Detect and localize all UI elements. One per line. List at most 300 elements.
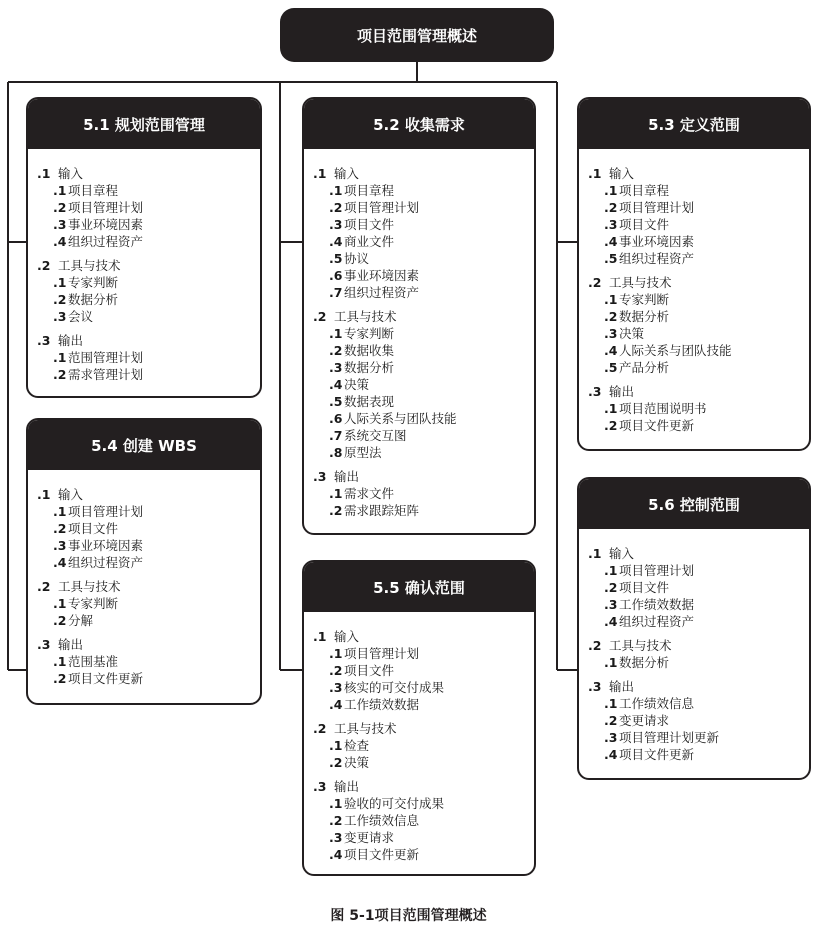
- list-item: [588, 746, 809, 763]
- section-number: .1: [588, 166, 602, 181]
- section-heading: [37, 636, 260, 653]
- item-label: 工作绩效数据: [619, 597, 695, 612]
- item-number: .3: [53, 538, 67, 553]
- item-label: 工作绩效信息: [619, 696, 695, 711]
- item-label: 组织过程资产: [619, 614, 695, 629]
- item-list: [313, 795, 534, 863]
- item-label: 事业环境因素: [619, 234, 695, 249]
- item-label: 工作绩效信息: [344, 813, 420, 828]
- list-item: [313, 342, 534, 359]
- list-item: [313, 376, 534, 393]
- section-heading: [37, 578, 260, 595]
- item-list: [313, 325, 534, 461]
- card-title: 5.5 确认范围: [304, 562, 534, 612]
- section-heading: [588, 678, 809, 695]
- item-number: .2: [604, 200, 618, 215]
- list-item: [313, 199, 534, 216]
- list-item: [588, 400, 809, 417]
- list-item: [588, 233, 809, 250]
- list-item: [313, 829, 534, 846]
- section-outputs: [313, 468, 534, 519]
- list-item: [588, 613, 809, 630]
- process-card-5-6: [577, 477, 811, 780]
- item-number: .1: [329, 326, 343, 341]
- item-number: .3: [604, 217, 618, 232]
- list-item: [313, 795, 534, 812]
- section-label: 输入: [334, 166, 360, 181]
- card-title: 5.2 收集需求: [304, 99, 534, 149]
- list-item: [37, 670, 260, 687]
- item-label: 数据表现: [344, 394, 395, 409]
- list-item: [588, 325, 809, 342]
- section-label: 工具与技术: [609, 638, 672, 653]
- section-label: 输入: [609, 546, 635, 561]
- section-heading: [313, 468, 534, 485]
- item-number: .2: [329, 663, 343, 678]
- list-item: [37, 291, 260, 308]
- item-number: .3: [329, 680, 343, 695]
- list-item: [37, 595, 260, 612]
- item-label: 商业文件: [344, 234, 395, 249]
- item-label: 项目管理计划: [68, 504, 144, 519]
- item-label: 数据分析: [68, 292, 119, 307]
- item-number: .1: [329, 183, 343, 198]
- list-item: [588, 291, 809, 308]
- item-number: .1: [53, 596, 67, 611]
- list-item: [37, 349, 260, 366]
- section-heading: [588, 383, 809, 400]
- item-label: 项目管理计划: [619, 563, 695, 578]
- list-item: [37, 554, 260, 571]
- section-tools-techniques: [37, 257, 260, 325]
- item-number: .3: [604, 730, 618, 745]
- item-number: .1: [604, 696, 618, 711]
- item-label: 项目文件更新: [619, 747, 695, 762]
- section-number: .3: [588, 679, 602, 694]
- section-label: 输入: [609, 166, 635, 181]
- item-label: 事业环境因素: [68, 538, 144, 553]
- item-number: .3: [53, 217, 67, 232]
- item-number: .4: [604, 747, 618, 762]
- item-label: 产品分析: [619, 360, 670, 375]
- item-list: [313, 182, 534, 301]
- item-label: 范围基准: [68, 654, 119, 669]
- item-list: [588, 654, 809, 671]
- item-label: 工作绩效数据: [344, 697, 420, 712]
- list-item: [37, 520, 260, 537]
- section-outputs: [313, 778, 534, 863]
- item-label: 项目管理计划: [344, 646, 420, 661]
- section-number: .1: [313, 166, 327, 181]
- section-inputs: [313, 165, 534, 301]
- list-item: [588, 342, 809, 359]
- section-outputs: [37, 636, 260, 687]
- section-tools-techniques: [37, 578, 260, 629]
- section-number: .3: [313, 779, 327, 794]
- card-title: 5.3 定义范围: [579, 99, 809, 149]
- item-number: .4: [329, 697, 343, 712]
- list-item: [313, 502, 534, 519]
- list-item: [588, 308, 809, 325]
- item-number: .2: [604, 713, 618, 728]
- item-number: .1: [329, 796, 343, 811]
- list-item: [313, 679, 534, 696]
- list-item: [313, 737, 534, 754]
- item-number: .1: [604, 563, 618, 578]
- list-item: [588, 182, 809, 199]
- item-label: 系统交互图: [344, 428, 407, 443]
- section-heading: [588, 545, 809, 562]
- item-label: 变更请求: [344, 830, 395, 845]
- list-item: [37, 199, 260, 216]
- item-number: .1: [604, 183, 618, 198]
- item-number: .4: [53, 234, 67, 249]
- card-body: [28, 470, 260, 687]
- item-label: 项目管理计划: [619, 200, 695, 215]
- section-tools-techniques: [313, 308, 534, 461]
- process-card-5-5: [302, 560, 536, 876]
- item-number: .2: [329, 755, 343, 770]
- item-label: 组织过程资产: [619, 251, 695, 266]
- list-item: [313, 812, 534, 829]
- list-item: [313, 267, 534, 284]
- list-item: [313, 233, 534, 250]
- list-item: [313, 754, 534, 771]
- item-number: .1: [604, 292, 618, 307]
- item-label: 项目管理计划更新: [619, 730, 720, 745]
- list-item: [37, 216, 260, 233]
- section-label: 输出: [334, 779, 360, 794]
- item-number: .5: [329, 251, 343, 266]
- section-number: .2: [37, 579, 51, 594]
- list-item: [313, 485, 534, 502]
- item-label: 需求跟踪矩阵: [344, 503, 420, 518]
- item-label: 项目文件: [344, 663, 395, 678]
- section-tools-techniques: [313, 720, 534, 771]
- item-label: 项目文件更新: [619, 418, 695, 433]
- item-label: 项目范围说明书: [619, 401, 707, 416]
- process-card-5-1: [26, 97, 262, 398]
- section-number: .3: [588, 384, 602, 399]
- section-tools-techniques: [588, 637, 809, 671]
- section-label: 输出: [609, 679, 635, 694]
- item-label: 项目章程: [68, 183, 119, 198]
- section-number: .1: [313, 629, 327, 644]
- section-inputs: [37, 486, 260, 571]
- item-number: .1: [604, 401, 618, 416]
- item-label: 决策: [344, 755, 370, 770]
- section-heading: [37, 332, 260, 349]
- process-card-5-4: [26, 418, 262, 705]
- list-item: [313, 359, 534, 376]
- list-item: [313, 846, 534, 863]
- list-item: [588, 562, 809, 579]
- item-number: .4: [604, 614, 618, 629]
- section-label: 输出: [609, 384, 635, 399]
- section-number: .1: [37, 487, 51, 502]
- item-label: 项目文件: [344, 217, 395, 232]
- item-label: 数据分析: [344, 360, 395, 375]
- item-label: 项目管理计划: [344, 200, 420, 215]
- section-heading: [313, 720, 534, 737]
- section-inputs: [313, 628, 534, 713]
- item-list: [313, 485, 534, 519]
- item-label: 需求管理计划: [68, 367, 144, 382]
- item-number: .2: [329, 813, 343, 828]
- item-number: .1: [329, 486, 343, 501]
- item-number: .4: [329, 847, 343, 862]
- section-number: .3: [37, 637, 51, 652]
- item-number: .2: [604, 309, 618, 324]
- item-number: .1: [329, 646, 343, 661]
- item-label: 组织过程资产: [344, 285, 420, 300]
- section-number: .3: [37, 333, 51, 348]
- list-item: [588, 579, 809, 596]
- section-heading: [313, 778, 534, 795]
- section-label: 工具与技术: [334, 309, 397, 324]
- item-label: 项目文件: [68, 521, 119, 536]
- section-label: 工具与技术: [609, 275, 672, 290]
- list-item: [37, 308, 260, 325]
- list-item: [313, 216, 534, 233]
- section-heading: [313, 165, 534, 182]
- item-label: 需求文件: [344, 486, 395, 501]
- item-label: 项目文件更新: [344, 847, 420, 862]
- card-title: 5.1 规划范围管理: [28, 99, 260, 149]
- section-heading: [37, 257, 260, 274]
- item-number: .3: [604, 326, 618, 341]
- item-label: 决策: [619, 326, 645, 341]
- list-item: [313, 427, 534, 444]
- section-label: 工具与技术: [334, 721, 397, 736]
- overview-title: 项目范围管理概述: [280, 8, 554, 62]
- item-list: [588, 291, 809, 376]
- item-number: .2: [53, 367, 67, 382]
- item-number: .3: [53, 309, 67, 324]
- item-label: 专家判断: [619, 292, 670, 307]
- item-label: 范围管理计划: [68, 350, 144, 365]
- item-number: .4: [329, 377, 343, 392]
- item-number: .1: [604, 655, 618, 670]
- section-heading: [313, 628, 534, 645]
- list-item: [588, 695, 809, 712]
- item-list: [588, 400, 809, 434]
- item-label: 项目文件: [619, 580, 670, 595]
- item-number: .4: [53, 555, 67, 570]
- item-list: [588, 182, 809, 267]
- item-number: .1: [53, 504, 67, 519]
- item-label: 会议: [68, 309, 94, 324]
- section-tools-techniques: [588, 274, 809, 376]
- list-item: [37, 366, 260, 383]
- item-label: 决策: [344, 377, 370, 392]
- item-label: 核实的可交付成果: [344, 680, 445, 695]
- list-item: [37, 182, 260, 199]
- item-list: [37, 595, 260, 629]
- item-label: 组织过程资产: [68, 234, 144, 249]
- section-number: .2: [313, 309, 327, 324]
- item-number: .2: [329, 343, 343, 358]
- item-number: .2: [604, 580, 618, 595]
- card-title: 5.6 控制范围: [579, 479, 809, 529]
- list-item: [588, 729, 809, 746]
- item-number: .3: [329, 217, 343, 232]
- item-number: .4: [329, 234, 343, 249]
- list-item: [37, 653, 260, 670]
- section-inputs: [588, 165, 809, 267]
- list-item: [313, 410, 534, 427]
- item-label: 专家判断: [68, 275, 119, 290]
- item-number: .2: [53, 521, 67, 536]
- item-number: .1: [53, 654, 67, 669]
- card-body: [28, 149, 260, 383]
- item-label: 项目管理计划: [68, 200, 144, 215]
- item-number: .6: [329, 268, 343, 283]
- item-label: 项目文件更新: [68, 671, 144, 686]
- item-number: .3: [329, 830, 343, 845]
- item-number: .4: [604, 343, 618, 358]
- item-list: [37, 503, 260, 571]
- section-number: .2: [313, 721, 327, 736]
- list-item: [37, 503, 260, 520]
- section-label: 输入: [58, 166, 84, 181]
- item-number: .1: [53, 350, 67, 365]
- item-number: .2: [329, 200, 343, 215]
- item-label: 项目文件: [619, 217, 670, 232]
- item-label: 事业环境因素: [344, 268, 420, 283]
- section-outputs: [588, 383, 809, 434]
- list-item: [313, 393, 534, 410]
- item-list: [313, 645, 534, 713]
- item-label: 专家判断: [344, 326, 395, 341]
- item-label: 分解: [68, 613, 94, 628]
- list-item: [588, 216, 809, 233]
- list-item: [588, 250, 809, 267]
- list-item: [588, 359, 809, 376]
- item-label: 验收的可交付成果: [344, 796, 445, 811]
- item-label: 数据分析: [619, 655, 670, 670]
- card-body: [579, 149, 809, 434]
- list-item: [313, 284, 534, 301]
- section-number: .1: [37, 166, 51, 181]
- item-label: 检查: [344, 738, 370, 753]
- section-label: 输出: [58, 637, 84, 652]
- item-number: .2: [329, 503, 343, 518]
- list-item: [313, 250, 534, 267]
- item-label: 组织过程资产: [68, 555, 144, 570]
- item-number: .7: [329, 285, 343, 300]
- item-number: .5: [604, 251, 618, 266]
- item-number: .1: [53, 275, 67, 290]
- item-label: 项目章程: [344, 183, 395, 198]
- list-item: [588, 596, 809, 613]
- item-number: .2: [53, 671, 67, 686]
- list-item: [313, 696, 534, 713]
- card-body: [304, 149, 534, 519]
- section-heading: [588, 637, 809, 654]
- list-item: [37, 233, 260, 250]
- section-number: .3: [313, 469, 327, 484]
- list-item: [37, 537, 260, 554]
- section-label: 工具与技术: [58, 258, 121, 273]
- list-item: [37, 612, 260, 629]
- list-item: [313, 325, 534, 342]
- item-number: .2: [604, 418, 618, 433]
- item-label: 人际关系与团队技能: [344, 411, 457, 426]
- item-number: .5: [604, 360, 618, 375]
- item-label: 项目章程: [619, 183, 670, 198]
- section-outputs: [37, 332, 260, 383]
- list-item: [37, 274, 260, 291]
- section-number: .1: [588, 546, 602, 561]
- list-item: [588, 654, 809, 671]
- section-label: 输出: [58, 333, 84, 348]
- item-number: .3: [329, 360, 343, 375]
- item-number: .8: [329, 445, 343, 460]
- item-number: .1: [53, 183, 67, 198]
- card-title: 5.4 创建 WBS: [28, 420, 260, 470]
- item-label: 事业环境因素: [68, 217, 144, 232]
- item-list: [588, 562, 809, 630]
- section-label: 输入: [334, 629, 360, 644]
- item-label: 人际关系与团队技能: [619, 343, 732, 358]
- section-number: .2: [37, 258, 51, 273]
- item-label: 专家判断: [68, 596, 119, 611]
- section-number: .2: [588, 275, 602, 290]
- item-number: .2: [53, 292, 67, 307]
- section-inputs: [37, 165, 260, 250]
- item-number: .2: [53, 200, 67, 215]
- card-body: [304, 612, 534, 863]
- item-number: .7: [329, 428, 343, 443]
- item-list: [37, 653, 260, 687]
- section-heading: [37, 486, 260, 503]
- section-label: 输出: [334, 469, 360, 484]
- card-body: [579, 529, 809, 763]
- item-number: .4: [604, 234, 618, 249]
- section-heading: [588, 274, 809, 291]
- item-label: 数据收集: [344, 343, 395, 358]
- section-heading: [313, 308, 534, 325]
- item-list: [37, 274, 260, 325]
- item-list: [37, 182, 260, 250]
- list-item: [588, 712, 809, 729]
- section-heading: [588, 165, 809, 182]
- process-card-5-2: [302, 97, 536, 535]
- list-item: [588, 417, 809, 434]
- item-list: [37, 349, 260, 383]
- list-item: [313, 182, 534, 199]
- item-number: .5: [329, 394, 343, 409]
- list-item: [313, 662, 534, 679]
- item-label: 协议: [344, 251, 370, 266]
- list-item: [313, 444, 534, 461]
- section-inputs: [588, 545, 809, 630]
- figure-caption: 图 5-1项目范围管理概述: [330, 908, 487, 924]
- process-card-5-3: [577, 97, 811, 451]
- section-label: 工具与技术: [58, 579, 121, 594]
- list-item: [313, 645, 534, 662]
- section-heading: [37, 165, 260, 182]
- section-number: .2: [588, 638, 602, 653]
- item-number: .1: [329, 738, 343, 753]
- item-number: .6: [329, 411, 343, 426]
- item-label: 原型法: [344, 445, 382, 460]
- item-list: [588, 695, 809, 763]
- item-label: 变更请求: [619, 713, 670, 728]
- section-outputs: [588, 678, 809, 763]
- section-label: 输入: [58, 487, 84, 502]
